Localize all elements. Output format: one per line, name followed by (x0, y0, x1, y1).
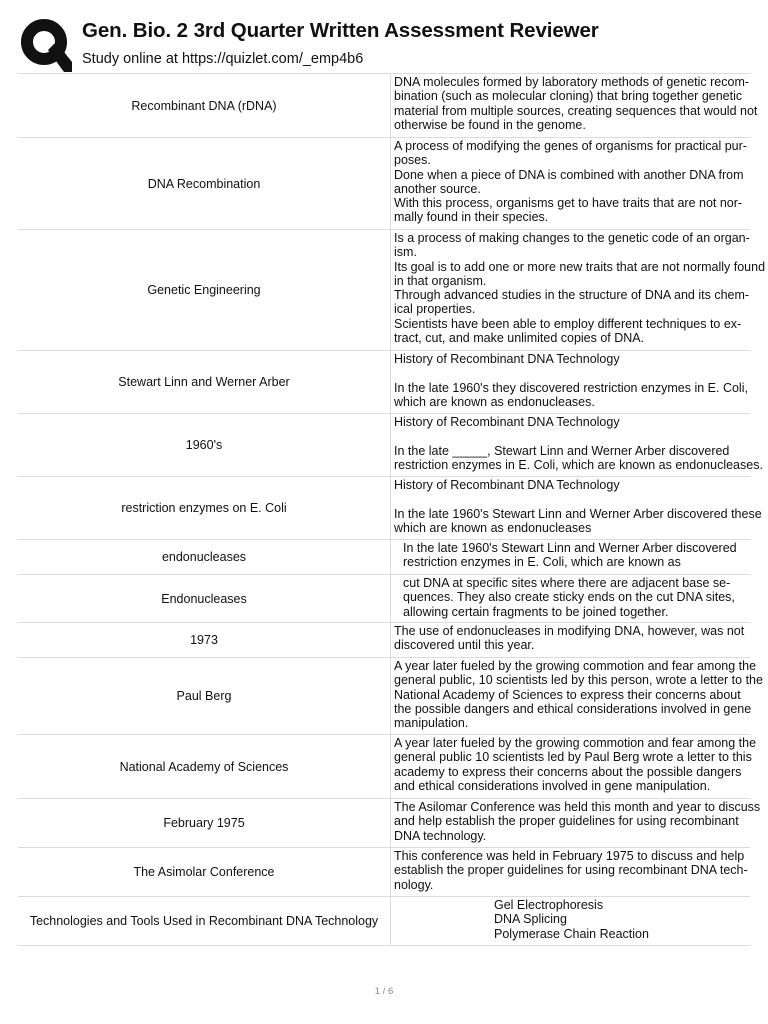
definition-cell (391, 735, 757, 799)
definition-line: restriction enzymes in E. Coli, which are known as endonucleases. (394, 457, 763, 472)
document-title: Gen. Bio. 2 3rd Quarter Written Assessment Reviewer (82, 19, 599, 42)
quizlet-logo-icon (20, 16, 72, 74)
definition-line: tract, cut, and make unlimited copies of DNA. (394, 331, 645, 346)
definition-line: nology. (394, 877, 434, 892)
definition-line: DNA Splicing (494, 912, 567, 927)
definition-cell (391, 623, 751, 658)
definition-line: History of Recombinant DNA Technology (394, 415, 620, 429)
definition-line: Through advanced studies in the structure of DNA and its chem- (394, 288, 750, 303)
term-cell: DNA Recombination (18, 138, 391, 230)
flashcard-row (18, 623, 750, 658)
definition-line: Its goal is to add one or more new traits that are not normally found (394, 259, 766, 274)
definition-line: which are known as endonucleases (394, 520, 592, 535)
flashcard-row (18, 351, 750, 414)
definition-line: which are known as endonucleases. (394, 394, 595, 409)
flashcard-table (18, 73, 766, 946)
definition-cell (391, 799, 761, 848)
definition-line: general public 10 scientists led by Paul Berg wrote a letter to this (394, 750, 752, 765)
definition-line: DNA molecules formed by laboratory methods of genetic recom- (394, 75, 750, 89)
definition-line: discovered until this year. (394, 638, 535, 653)
definition-line: National Academy of Sciences to express their concerns about (394, 687, 741, 702)
definition-line (394, 429, 750, 443)
definition-line: Gel Electrophoresis (494, 898, 604, 912)
definition-cell (391, 575, 751, 623)
definition-line: A process of modifying the genes of organisms for practical pur- (394, 139, 747, 153)
flashcard-row (18, 658, 750, 735)
definition-cell (391, 658, 763, 735)
definition-line: in that organism. (394, 273, 487, 288)
definition-cell (391, 477, 762, 540)
term-cell: February 1975 (18, 799, 391, 848)
definition-line: A year later fueled by the growing commotion and fear among the (394, 736, 757, 750)
definition-line: In the late 1960's Stewart Linn and Werner Arber discovered (403, 541, 737, 555)
definition-line: The Asilomar Conference was held this month and year to discuss (394, 800, 761, 814)
definition-cell (391, 74, 758, 138)
definition-line: another source. (394, 181, 481, 196)
definition-line: This conference was held in February 1975 to discuss and help (394, 849, 745, 863)
definition-cell (391, 138, 751, 230)
flashcard-row (18, 477, 750, 540)
definition-line: restriction enzymes in E. Coli, which are known as (403, 555, 681, 570)
term-cell: Stewart Linn and Werner Arber (18, 351, 391, 414)
definition-line: The use of endonucleases in modifying DNA, however, was not (394, 624, 745, 638)
definition-cell (391, 351, 751, 414)
definition-line: DNA technology. (394, 828, 487, 843)
definition-line: allowing certain fragments to be joined together. (403, 604, 669, 619)
term-cell: Paul Berg (18, 658, 391, 735)
definition-line: History of Recombinant DNA Technology (394, 478, 620, 492)
term-cell: National Academy of Sciences (18, 735, 391, 799)
term-cell: endonucleases (18, 540, 391, 575)
definition-cell (391, 897, 751, 946)
definition-line: Scientists have been able to employ different techniques to ex- (394, 316, 742, 331)
page-number: 1 / 6 (374, 986, 394, 997)
definition-line: cut DNA at specific sites where there are adjacent base se- (403, 576, 731, 590)
definition-cell (391, 848, 751, 897)
term-cell: Recombinant DNA (rDNA) (18, 74, 391, 138)
term-cell: 1973 (18, 623, 391, 658)
term-cell: Genetic Engineering (18, 230, 391, 351)
definition-cell (391, 230, 766, 351)
definition-line: In the late 1960's Stewart Linn and Werner Arber discovered these (394, 506, 762, 521)
page-header (20, 14, 750, 74)
definition-line: general public, 10 scientists led by this person, wrote a letter to the (394, 673, 763, 688)
definition-line: In the late 1960's they discovered restriction enzymes in E. Coli, (394, 380, 748, 395)
term-cell: restriction enzymes on E. Coli (18, 477, 391, 540)
definition-line: quences. They also create sticky ends on the cut DNA sites, (403, 590, 735, 605)
definition-line: academy to express their concerns about the possible dangers (394, 764, 742, 779)
definition-line: In the late _____, Stewart Linn and Werner Arber discovered (394, 443, 730, 458)
definition-line: Is a process of making changes to the genetic code of an organ- (394, 231, 750, 245)
term-cell: Technologies and Tools Used in Recombinant DNA Technology (18, 897, 391, 946)
term-cell: 1960's (18, 414, 391, 477)
definition-line: bination (such as molecular cloning) that bring together genetic (394, 89, 743, 104)
flashcard-row (18, 575, 750, 623)
flashcard-row (18, 138, 750, 230)
definition-line: mally found in their species. (394, 210, 549, 225)
flashcard-row (18, 848, 750, 897)
definition-line (394, 366, 750, 380)
term-cell: Endonucleases (18, 575, 391, 623)
definition-line: poses. (394, 153, 431, 168)
definition-line: History of Recombinant DNA Technology (394, 352, 620, 366)
definition-line: and ethical considerations involved in gene manipulation. (394, 778, 711, 793)
definition-cell (391, 540, 751, 575)
definition-line: otherwise be found in the genome. (394, 117, 586, 132)
definition-line: the possible dangers and ethical considerations involved in gene (394, 701, 752, 716)
flashcard-row (18, 799, 750, 848)
definition-line: and help establish the proper guidelines for using recombinant (394, 814, 739, 829)
definition-line: establish the proper guidelines for using recombinant DNA tech- (394, 863, 748, 878)
definition-line: Polymerase Chain Reaction (494, 926, 649, 941)
definition-line: material from multiple sources, creating sequences that would not (394, 103, 758, 118)
definition-line: manipulation. (394, 716, 469, 731)
definition-line: Done when a piece of DNA is combined with another DNA from (394, 167, 744, 182)
definition-line (394, 492, 750, 506)
definition-line: With this process, organisms get to have traits that are not nor- (394, 196, 743, 211)
flashcard-row (18, 74, 750, 138)
flashcard-row (18, 897, 750, 946)
definition-cell (391, 414, 763, 477)
flashcard-row (18, 735, 750, 799)
definition-line: A year later fueled by the growing commotion and fear among the (394, 659, 757, 673)
flashcard-row (18, 230, 750, 351)
definition-line: ical properties. (394, 302, 476, 317)
term-cell: The Asimolar Conference (18, 848, 391, 897)
study-online-link[interactable]: Study online at https://quizlet.com/_emp4b6 (82, 51, 364, 67)
flashcard-list (18, 74, 766, 946)
flashcard-row (18, 414, 750, 477)
definition-line: ism. (394, 245, 417, 260)
flashcard-row (18, 540, 750, 575)
